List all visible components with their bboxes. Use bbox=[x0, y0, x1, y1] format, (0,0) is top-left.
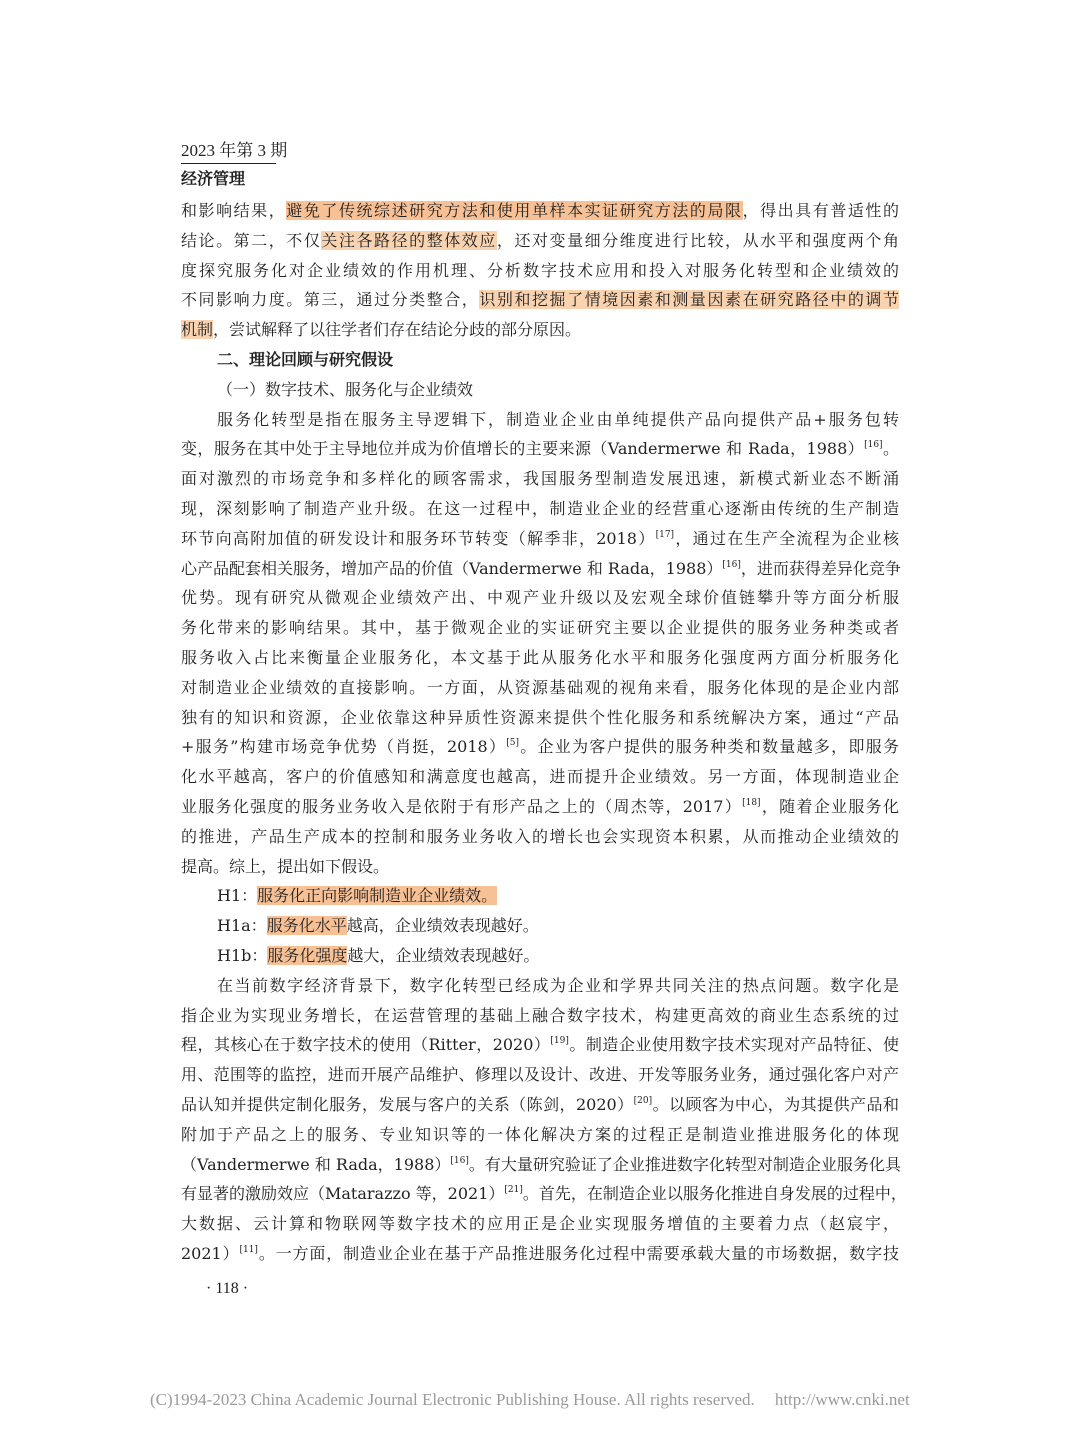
copyright-footer bbox=[150, 1390, 930, 1410]
copyright-text: (C)1994-2023 China Academic Journal Electronic Publishing House. All rights reserved. bbox=[150, 1390, 755, 1409]
running-header bbox=[181, 140, 287, 190]
text-line: 2021）[11]。一方面，制造业企业在基于产品推进服务化过程中需要承载大量的市场数据，数字技 bbox=[181, 1243, 899, 1263]
text-line: 大数据、云计算和物联网等数字技术的应用正是企业实现服务增值的主要着力点（赵宸宇， bbox=[181, 1214, 899, 1234]
citation-ref: [16] bbox=[450, 1155, 469, 1166]
highlight: 避免了传统综述研究方法和使用单样本实证研究方法的局限 bbox=[286, 201, 743, 220]
hypothesis-h1a: H1a：服务化水平越高，企业绩效表现越好。 bbox=[217, 916, 539, 936]
highlight: 服务化水平 bbox=[266, 916, 347, 936]
text-line: 对制造业企业绩效的直接影响。一方面，从资源基础观的视角来看，服务化体现的是企业内部 bbox=[181, 677, 899, 697]
text-line: 优势。现有研究从微观企业绩效产出、中观产业升级以及宏观全球价值链攀升等方面分析服 bbox=[181, 588, 899, 608]
text-line: 业服务化强度的服务业务收入是依附于有形产品之上的（周杰等，2017）[18]，随着企业服务化 bbox=[181, 796, 899, 816]
highlight: 识别和挖掘了情境因素和测量因素在研究路径中的调节 bbox=[479, 290, 899, 310]
text-line: 有显著的激励效应（Matarazzo 等，2021）[21]。首先，在制造企业以服务化推进自身发展的过程中， bbox=[181, 1184, 907, 1204]
text-line: +服务”构建市场竞争优势（肖挺，2018）[5]。企业为客户提供的服务种类和数量越多，即服务 bbox=[181, 737, 899, 757]
citation-ref: [18] bbox=[742, 797, 761, 808]
text-line: 化水平越高，客户的价值感知和满意度也越高，进而提升企业绩效。另一方面，体现制造业企 bbox=[181, 767, 899, 787]
text-line: 不同影响力度。第三，通过分类整合，识别和挖掘了情境因素和测量因素在研究路径中的调节 bbox=[181, 290, 899, 310]
journal-name: 经济管理 bbox=[181, 169, 246, 188]
hypothesis-h1b: H1b：服务化强度越大，企业绩效表现越好。 bbox=[217, 945, 540, 965]
citation-ref: [16] bbox=[864, 440, 883, 451]
article-body bbox=[181, 196, 907, 1269]
text-line: 独有的知识和资源，企业依靠这种异质性资源来提供个性化服务和系统解决方案，通过“产品 bbox=[181, 707, 899, 727]
text-line: 服务收入占比来衡量企业服务化，本文基于此从服务化水平和服务化强度两方面分析服务化 bbox=[181, 647, 899, 667]
text-line: 度探究服务化对企业绩效的作用机理、分析数字技术应用和投入对服务化转型和企业绩效的 bbox=[181, 260, 899, 280]
footer-url: http://www.cnki.net bbox=[774, 1390, 910, 1409]
issue-label: 2023 年第 3 期 bbox=[181, 141, 288, 160]
citation-ref: [20] bbox=[633, 1095, 653, 1106]
subsection-title: （一）数字技术、服务化与企业绩效 bbox=[217, 379, 474, 399]
citation-ref: [19] bbox=[550, 1036, 569, 1047]
text-line: 指企业为实现业务增长，在运营管理的基础上融合数字技术，构建更高效的商业生态系统的过 bbox=[181, 1005, 899, 1025]
text-line: 心产品配套相关服务，增加产品的价值（Vandermerwe 和 Rada，1988）[16]，进而获得差异化竞争 bbox=[181, 558, 901, 578]
text-line: 环节向高附加值的研发设计和服务环节转变（解季非，2018）[17]，通过在生产全流程为企业核 bbox=[181, 528, 899, 548]
citation-ref: [16] bbox=[722, 559, 741, 570]
text-line: 变，服务在其中处于主导地位并成为价值增长的主要来源（Vandermerwe 和 Rada，1988）[16]。 bbox=[181, 439, 899, 459]
text-line: 结论。第二，不仅关注各路径的整体效应，还对变量细分维度进行比较，从水平和强度两个角 bbox=[181, 230, 899, 250]
text-line: 务化带来的影响结果。其中，基于微观企业的实证研究主要以企业提供的服务业务种类或者 bbox=[181, 618, 899, 638]
citation-ref: [5] bbox=[506, 738, 519, 749]
text-line: 服务化转型是指在服务主导逻辑下，制造业企业由单纯提供产品向提供产品+服务包转 bbox=[217, 409, 899, 429]
text-line: 现，深刻影响了制造产业升级。在这一过程中，制造业企业的经营重心逐渐由传统的生产制造 bbox=[181, 498, 899, 518]
highlight: 服务化正向影响制造业企业绩效。 bbox=[257, 886, 498, 906]
highlight: 关注各路径的整体效应 bbox=[321, 230, 497, 250]
text-line: （Vandermerwe 和 Rada，1988）[16]。有大量研究验证了企业推进数字化转型对制造企业服务化具 bbox=[181, 1154, 901, 1174]
text-line: 面对激烈的市场竞争和多样化的顾客需求，我国服务型制造发展迅速，新模式新业态不断涌 bbox=[181, 469, 899, 489]
hypothesis-h1: H1：服务化正向影响制造业企业绩效。 bbox=[217, 886, 498, 906]
text-line: 和影响结果，避免了传统综述研究方法和使用单样本实证研究方法的局限，得出具有普适性的 bbox=[181, 201, 899, 220]
highlight: 服务化强度 bbox=[267, 945, 348, 965]
text-line: 程，其核心在于数字技术的使用（Ritter，2020）[19]。制造企业使用数字技术实现对产品特征、使 bbox=[181, 1035, 899, 1055]
text-line: 在当前数字经济背景下，数字化转型已经成为企业和学界共同关注的热点问题。数字化是 bbox=[217, 975, 899, 995]
text-line: 品认知并提供定制化服务，发展与客户的关系（陈剑，2020）[20]。以顾客为中心，为其提供产品和 bbox=[181, 1094, 899, 1114]
highlight: 机制 bbox=[181, 320, 214, 340]
text-line: 的推进，产品生产成本的控制和服务业务收入的增长也会实现资本积累，从而推动企业绩效的 bbox=[181, 826, 899, 846]
text-line: 机制，尝试解释了以往学者们存在结论分歧的部分原因。 bbox=[181, 320, 582, 340]
citation-ref: [17] bbox=[655, 529, 675, 540]
text-line: 附加于产品之上的服务、专业知识等的一体化解决方案的过程正是制造业推进服务化的体现 bbox=[181, 1124, 899, 1144]
section-title: 二、理论回顾与研究假设 bbox=[217, 349, 394, 369]
text-line: 用、范围等的监控，进而开展产品维护、修理以及设计、改进、开发等服务业务，通过强化客户对产 bbox=[181, 1065, 899, 1085]
header-rule bbox=[181, 163, 276, 164]
citation-ref: [11] bbox=[239, 1244, 258, 1255]
page-number: · 118 · bbox=[206, 1280, 249, 1297]
citation-ref: [21] bbox=[504, 1185, 523, 1196]
text-line: 提高。综上，提出如下假设。 bbox=[181, 856, 390, 876]
